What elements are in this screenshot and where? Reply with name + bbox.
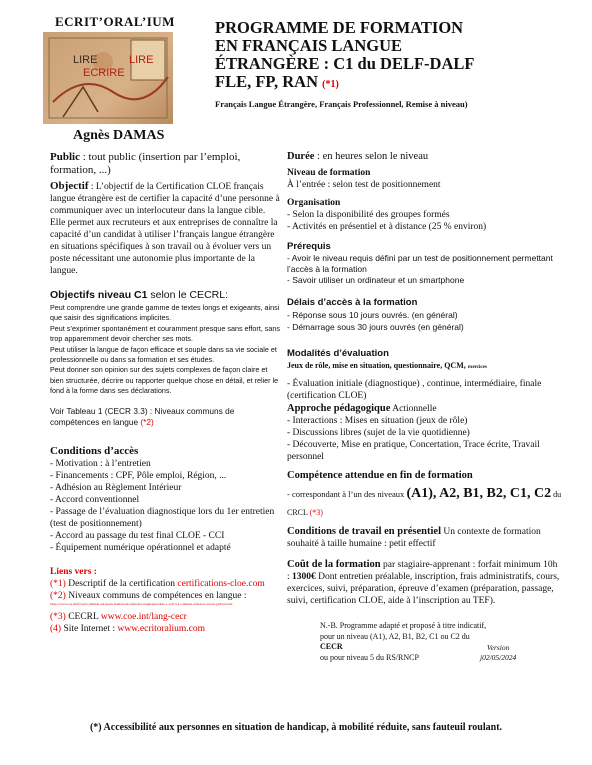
organisation-heading: Organisation xyxy=(287,198,341,208)
competence-heading: Compétence attendue en fin de formation xyxy=(287,470,473,481)
competence-pre: - correspondant à l’un des niveaux xyxy=(287,489,407,499)
title-text: FLE, FP, RAN xyxy=(215,72,323,91)
public-text: : tout public (insertion par l’emploi, formation, ...) xyxy=(50,151,241,176)
footer-accessibility: (*) Accessibilité aux personnes en situation de handicap, à mobilité réduite, sans fauteuil roulant. xyxy=(89,722,503,733)
lien-item xyxy=(50,611,280,623)
logo-word: LIRE xyxy=(129,54,154,66)
delais-item: - Démarrage sous 30 jours ouvrés (en général) xyxy=(287,322,464,332)
logo-word: ECRIRE xyxy=(83,67,125,79)
public-section xyxy=(50,151,280,177)
prerequis-item: - Avoir le niveau requis défini par un test de positionnement permettant l’accès à la formation xyxy=(287,253,553,274)
lien-item xyxy=(50,623,280,635)
nb-line: N.-B. Programme adapté et proposé à titre indicatif, xyxy=(320,621,487,630)
cout-text2: Dont entretien préalable, inscription, frais administratifs, cours, exercices, suivi, préparation, épreuve d’examen (préparation, passage, suivi, certification CLOE, aide à l’inscription au TEF). xyxy=(287,572,560,606)
competence-note: (*3) xyxy=(309,508,323,517)
title-line xyxy=(215,73,575,94)
lien-url[interactable]: www.ecritoralium.com xyxy=(117,623,206,634)
duree-label: Durée xyxy=(287,151,315,162)
objectif-item: Peut s’exprimer spontanément et couramment presque sans effort, sans trop apparemment devoir chercher ses mots. xyxy=(50,323,280,344)
niveau-heading: Niveau de formation xyxy=(287,168,371,178)
lien-tag: (*1) xyxy=(50,578,66,589)
objectif-item: Peut utiliser la langue de façon efficace et souple dans sa vie sociale et professionnelle ou dans sa formation et ses études. xyxy=(50,344,277,365)
approche-section xyxy=(287,403,562,415)
duree-section xyxy=(287,151,562,163)
objectifs-heading-label: Objectifs niveau C1 xyxy=(50,289,148,301)
approche-heading: Approche pédagogique xyxy=(287,403,391,414)
title-line: EN FRANÇAIS LANGUE xyxy=(215,36,403,55)
subtitle: Français Langue Étrangère, Français Professionnel, Remise à niveau) xyxy=(215,99,468,109)
delais-heading: Délais d’accès à la formation xyxy=(287,297,418,308)
version-date: j02/05/2024 xyxy=(480,653,517,662)
condition-item: - Adhésion au Règlement Intérieur xyxy=(50,482,182,493)
lien-url[interactable]: certifications-cloe.com xyxy=(177,578,265,589)
modalites-sub-small: exercices xyxy=(467,365,487,370)
lien-url[interactable]: www.coe.int/lang-cecr xyxy=(100,611,187,622)
conditions-heading: Conditions d’accès xyxy=(50,444,139,457)
condition-item: - Accord au passage du test final CLOE - CCI xyxy=(50,530,225,541)
lien-item xyxy=(50,578,280,590)
approche-suffix: Actionnelle xyxy=(390,404,437,414)
modalites-sub xyxy=(287,360,562,374)
logo-word: LIRE xyxy=(73,54,98,66)
lien-text: Site Internet : xyxy=(61,623,118,634)
conditions-travail-heading: Conditions de travail en présentiel xyxy=(287,526,441,537)
delais-item: - Réponse sous 10 jours ouvrés. (en général) xyxy=(287,310,458,320)
objectif-item: Peut comprendre une grande gamme de textes longs et exigeants, ainsi que saisir des significations implicites. xyxy=(50,303,280,323)
lien-tag: (*3) xyxy=(50,611,66,622)
delais-list xyxy=(287,309,562,333)
title-line: PROGRAMME DE FORMATION xyxy=(215,18,464,37)
nb-bold: CECR xyxy=(320,642,343,651)
objectif-text: : L’objectif de la Certification CLOE français langue étrangère est de certifier la capacité d’une personne à communiquer avec un interlocuteur dans la langue cible. Elle permet aux recruteurs et aux entreprises de connaître la capacité d’un candidat à utiliser l’français langue étrangère en situations spécifiques à son travail ou à évoluer vers un poste nécessitant une autonomie plus importante de la langue. xyxy=(50,182,280,276)
conditions-travail xyxy=(287,526,562,550)
condition-item: - Financements : CPF, Pôle emploi, Région, ... xyxy=(50,470,227,481)
condition-item: - Passage de l’évaluation diagnostique lors du 1er entretien (test de positionnement) xyxy=(50,506,275,529)
condition-item: - Équipement numérique opérationnel et adapté xyxy=(50,542,231,553)
objectifs-heading xyxy=(50,289,280,301)
modalites-sub-text: Jeux de rôle, mise en situation, questionnaire, QCM, xyxy=(287,361,468,370)
title-line: ÉTRANGÈRE : C1 du DELF-DALF xyxy=(215,54,475,73)
prerequis-heading: Prérequis xyxy=(287,241,331,252)
niveau-text: À l’entrée : selon test de positionnement xyxy=(287,180,441,190)
version-block xyxy=(480,643,516,663)
title-note: (*1) xyxy=(322,79,339,90)
organisation-item: - Selon la disponibilité des groupes formés xyxy=(287,210,450,220)
lien-text: Descriptif de la certification xyxy=(65,578,178,589)
nb-line: pour un niveau (A1), A2, B1, B2, C1 ou C2 du xyxy=(320,631,470,641)
objectifs-list xyxy=(50,303,280,397)
prerequis-list xyxy=(287,253,562,286)
conditions-list xyxy=(50,458,280,554)
lien-tag: (4) xyxy=(50,623,62,634)
lien-item xyxy=(50,590,280,602)
conditions-travail-text: Un contexte de formation souhaité à taille humaine : petit effectif xyxy=(287,527,541,549)
lien-text: CECRL xyxy=(65,611,101,622)
lien-long-url[interactable]: https://www.coe.int/fr/web/common-european-framework-reference-languages/table-1-cefr-3.3-common-reference-levels-global-scale xyxy=(50,601,233,606)
competence-levels: (A1), A2, B1, B2, C1, C2 xyxy=(406,486,552,501)
lien-tag: (*2) xyxy=(50,590,66,601)
cout-text1: par stagiaire-apprenant : forfait minimum 10h : xyxy=(287,560,558,582)
condition-item: - Motivation : à l’entretien xyxy=(50,458,151,469)
cout-heading: Coût de la formation xyxy=(287,559,381,570)
lien-text: Niveaux communs de compétences en langue : xyxy=(65,590,247,601)
objectif-item: Peut donner son opinion sur des sujets complexes de façon claire et bien structurée, décrire ou rapporter quelque chose en détail, et relier le fond à la forme dans ses déclarations. xyxy=(50,365,279,396)
approche-item: - Discussions libres (sujet de la vie quotidienne) xyxy=(287,428,470,438)
brand-name: ECRIT’ORAL’IUM xyxy=(55,14,175,29)
prerequis-item: - Savoir utiliser un ordinateur et un smartphone xyxy=(287,275,465,285)
logo-image xyxy=(43,32,173,124)
page-title xyxy=(215,19,575,94)
nb-note xyxy=(320,621,562,663)
competence-text xyxy=(287,485,562,522)
duree-text: : en heures selon le niveau xyxy=(314,151,429,162)
cout-price: 1300€ xyxy=(292,572,316,582)
nb-line: ou pour niveau 5 du RS/RNCP xyxy=(320,652,419,662)
public-label: Public xyxy=(50,151,80,163)
objectif-label: Objectif xyxy=(50,180,89,192)
voir-note: (*2) xyxy=(140,416,154,427)
organisation-item: - Activités en présentiel et à distance (25 % environ) xyxy=(287,222,487,232)
competence-post: du CRCL xyxy=(287,490,562,517)
voir-tableau xyxy=(50,406,280,428)
right-column xyxy=(287,151,562,663)
liens-heading: Liens vers : xyxy=(50,566,97,577)
left-column xyxy=(50,151,280,635)
approche-item: - Interactions : Mises en situation (jeux de rôle) xyxy=(287,416,468,426)
version-label: Version xyxy=(486,643,510,652)
approche-item: - Découverte, Mise en pratique, Concertation, Trace écrite, Travail personnel xyxy=(287,440,540,462)
condition-item: - Accord conventionnel xyxy=(50,494,140,505)
author-name: Agnès DAMAS xyxy=(73,128,165,143)
modalites-heading: Modalités d’évaluation xyxy=(287,348,389,359)
objectifs-heading-suffix: selon le CECRL: xyxy=(147,289,228,301)
modalites-text: - Évaluation initiale (diagnostique) , continue, intermédiaire, finale (certification CLOE) xyxy=(287,379,542,401)
cout-section xyxy=(287,559,562,607)
objectif-section xyxy=(50,180,280,277)
voir-text: Voir Tableau 1 (CECR 3.3) : Niveaux communs de compétences en langue xyxy=(50,405,235,427)
